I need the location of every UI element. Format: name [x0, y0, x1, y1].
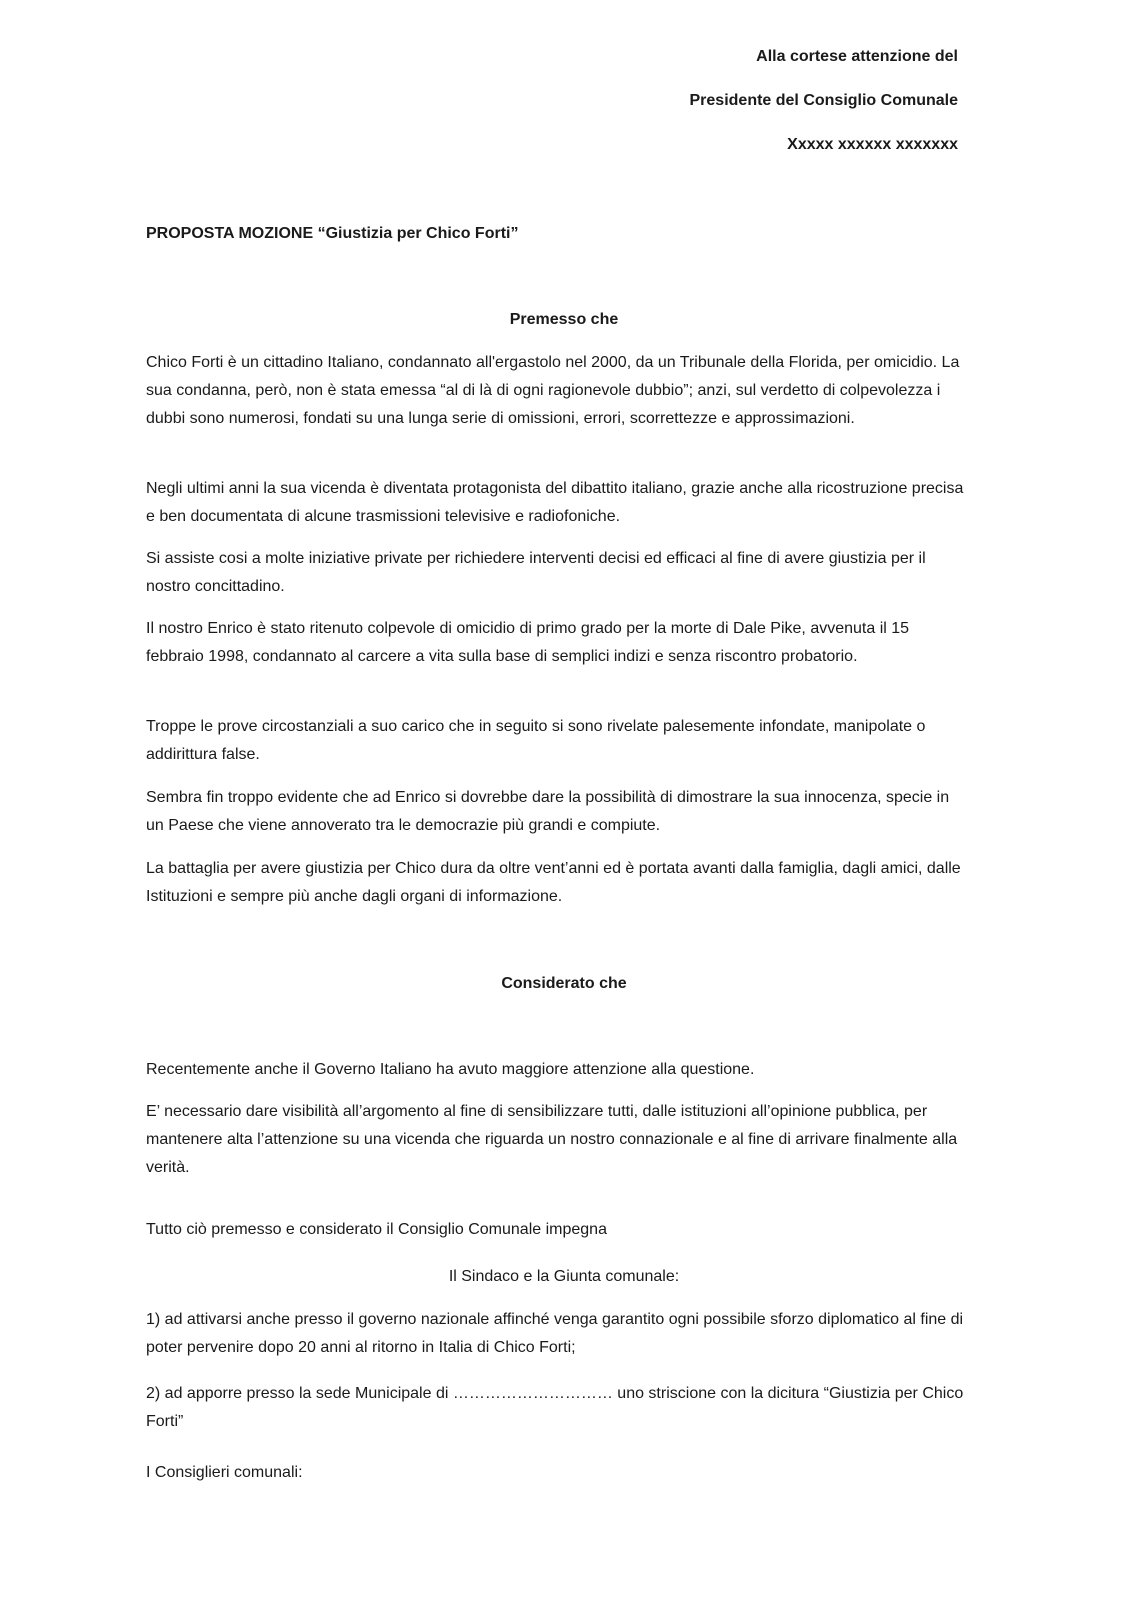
paragraph-premesso-6: Sembra fin troppo evidente che ad Enrico si dovrebbe dare la possibilità di dimostrare la sua innocenza, specie in un Paese che viene annoverato tra le democrazie più grandi e compiute.: [146, 789, 950, 834]
heading-considerato: Considerato che: [501, 975, 627, 992]
addressee-line-3: Xxxxx xxxxxx xxxxxxx: [787, 136, 958, 153]
document-title: PROPOSTA MOZIONE “Giustizia per Chico Forti”: [146, 225, 519, 242]
paragraph-premesso-7: La battaglia per avere giustizia per Chico dura da oltre vent’anni ed è portata avanti dalla famiglia, dagli amici, dalle Istituzioni e sempre più anche dagli organi di informazione.: [146, 860, 961, 905]
conclusion-intro: Tutto ciò premesso e considerato il Consiglio Comunale impegna: [146, 1221, 607, 1238]
paragraph-premesso-1: Chico Forti è un cittadino Italiano, condannato all'ergastolo nel 2000, da un Tribunale della Florida, per omicidio. La sua condanna, però, non è stata emessa “al di là di ogni ragionevole dubbio”; anzi, sul verdetto di colpevolezza i dubbi sono numerosi, fondati su una lunga serie di omissioni, errori, scorrettezze e approssimazioni.: [146, 354, 960, 427]
paragraph-premesso-3: Si assiste cosi a molte iniziative private per richiedere interventi decisi ed efficaci al fine di avere giustizia per il nostro concittadino.: [146, 550, 926, 595]
paragraph-premesso-4: Il nostro Enrico è stato ritenuto colpevole di omicidio di primo grado per la morte di Dale Pike, avvenuta il 15 febbraio 1998, condannato al carcere a vita sulla base di semplici indizi e senza riscontro probatorio.: [146, 620, 910, 665]
paragraph-considerato-2: E’ necessario dare visibilità all’argomento al fine di sensibilizzare tutti, dalle istituzioni all’opinione pubblica, per mantenere alta l’attenzione su una vicenda che riguarda un nostro connazionale e al fine di arrivare finalmente alla verità.: [146, 1103, 958, 1176]
addressee-line-1: Alla cortese attenzione del: [756, 48, 958, 65]
signatories-label: I Consiglieri comunali:: [146, 1464, 303, 1481]
conclusion-item-2: 2) ad apporre presso la sede Municipale di ………………………… uno striscione con la dicitura “Giustizia per Chico Forti”: [146, 1385, 964, 1430]
paragraph-considerato-1: Recentemente anche il Governo Italiano ha avuto maggiore attenzione alla questione.: [146, 1061, 755, 1078]
conclusion-subject: Il Sindaco e la Giunta comunale:: [448, 1268, 680, 1285]
paragraph-premesso-5: Troppe le prove circostanziali a suo carico che in seguito si sono rivelate palesemente infondate, manipolate o addirittura false.: [146, 718, 926, 763]
paragraph-premesso-2: Negli ultimi anni la sua vicenda è diventata protagonista del dibattito italiano, grazie anche alla ricostruzione precisa e ben documentata di alcune trasmissioni televisive e radiofoniche.: [146, 480, 964, 525]
addressee-line-2: Presidente del Consiglio Comunale: [689, 92, 958, 109]
addressee-block: [690, 46, 959, 178]
heading-premesso: Premesso che: [509, 311, 619, 328]
conclusion-item-1: 1) ad attivarsi anche presso il governo nazionale affinché venga garantito ogni possibile sforzo diplomatico al fine di poter pervenire dopo 20 anni al ritorno in Italia di Chico Forti;: [146, 1311, 964, 1356]
